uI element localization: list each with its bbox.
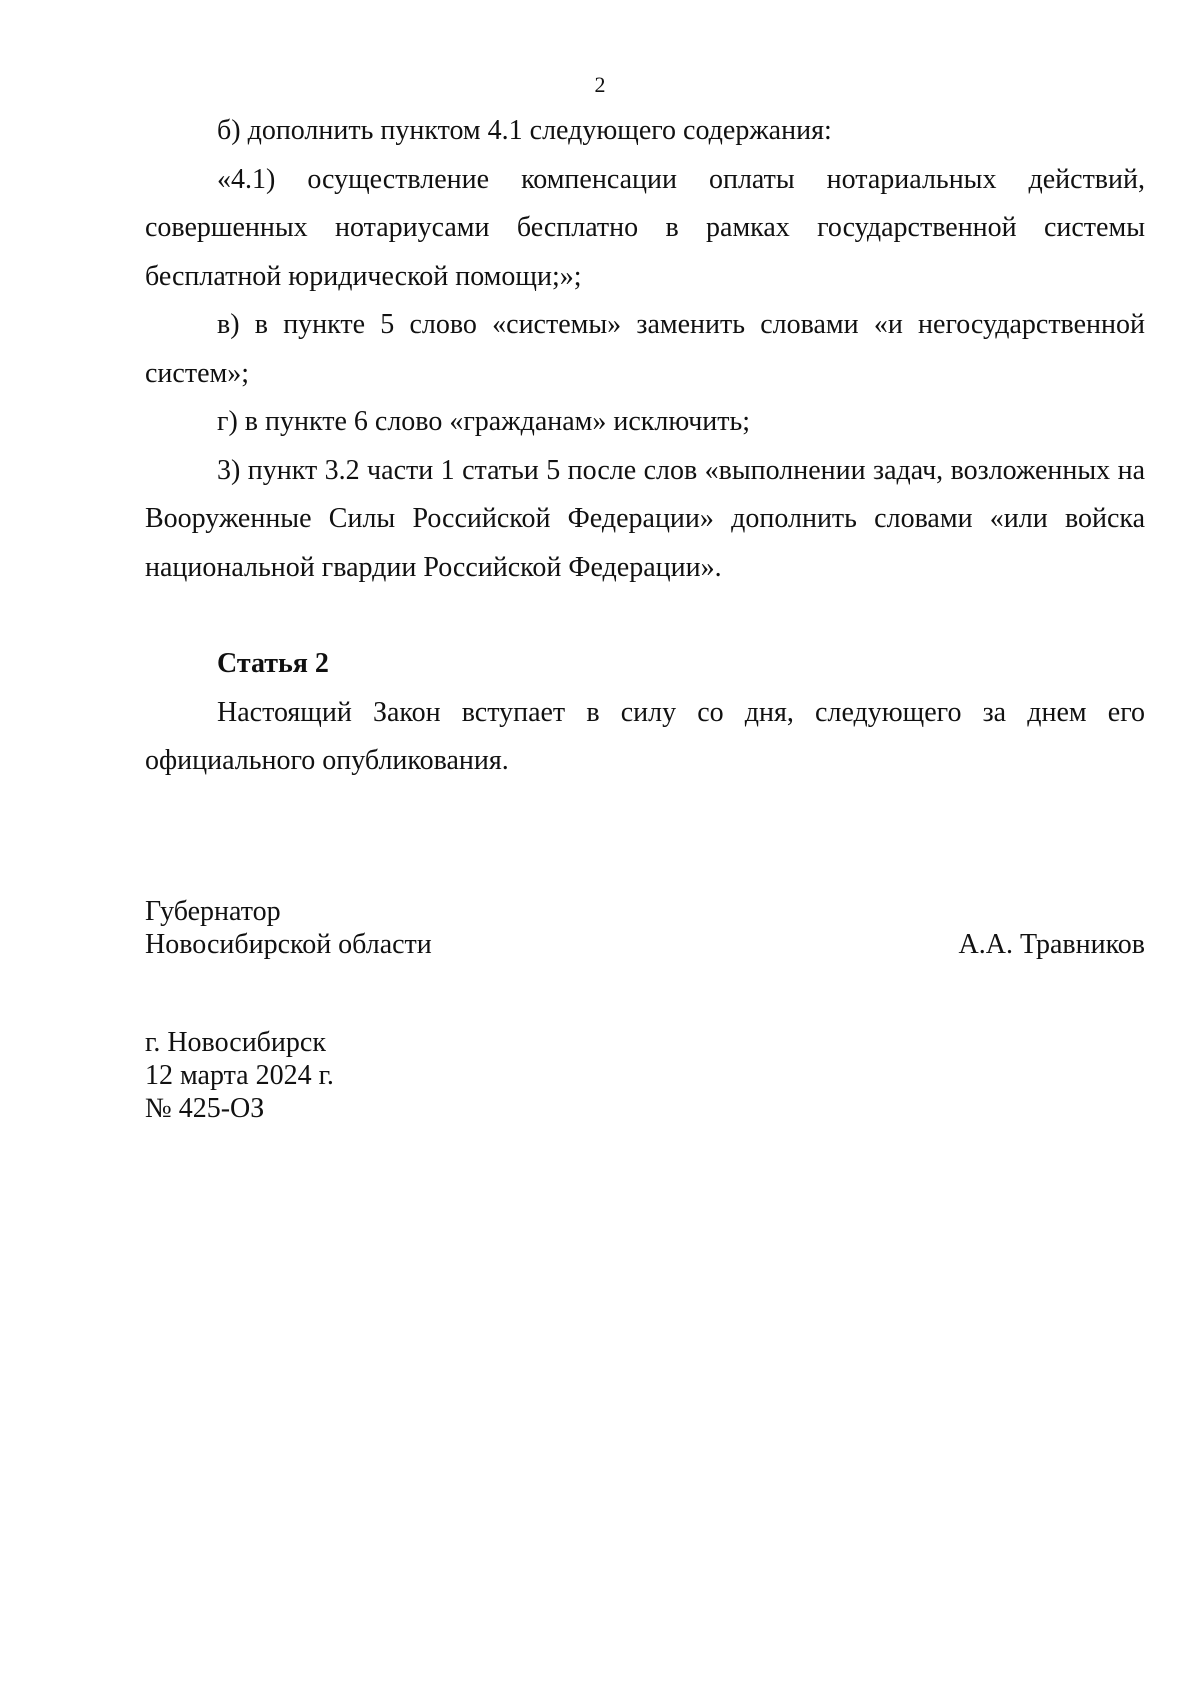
section-spacer — [145, 592, 1145, 640]
amendment-item-4-1: «4.1) осуществление компенсации оплаты нотариальных действий, совершенных нотариусами бесплатно в рамках государственной системы бесплатной юридической помощи;»; — [145, 163, 1145, 292]
document-date: 12 марта 2024 г. — [145, 1060, 334, 1091]
signatory-position-line1: Губернатор — [145, 896, 281, 927]
law-number: № 425-ОЗ — [145, 1093, 265, 1124]
place-date-block — [145, 1026, 334, 1125]
signature-line — [145, 928, 1145, 961]
amendment-item-v: в) в пункте 5 слово «системы» заменить словами «и негосударственной систем»; — [145, 309, 1145, 389]
signatory-position-line2: Новосибирской области — [145, 929, 432, 960]
article-2-text: Настоящий Закон вступает в силу со дня, следующего за днем его официального опубликования. — [145, 696, 1145, 776]
page-number: 2 — [594, 72, 606, 97]
amendment-item-g: г) в пункте 6 слово «гражданам» исключить; — [217, 406, 751, 437]
amendment-item-b-intro: б) дополнить пунктом 4.1 следующего содержания: — [217, 115, 832, 146]
signature-block — [145, 895, 1145, 961]
place-city: г. Новосибирск — [145, 1027, 326, 1058]
document-body — [145, 107, 1145, 786]
amendment-item-3: 3) пункт 3.2 части 1 статьи 5 после слов «выполнении задач, возложенных на Вооруженные Силы Российской Федерации» дополнить словами «или войска национальной гвардии Российской Федерации». — [145, 454, 1145, 583]
signatory-name: А.А. Травников — [958, 929, 1145, 960]
article-2-heading: Статья 2 — [217, 648, 329, 679]
